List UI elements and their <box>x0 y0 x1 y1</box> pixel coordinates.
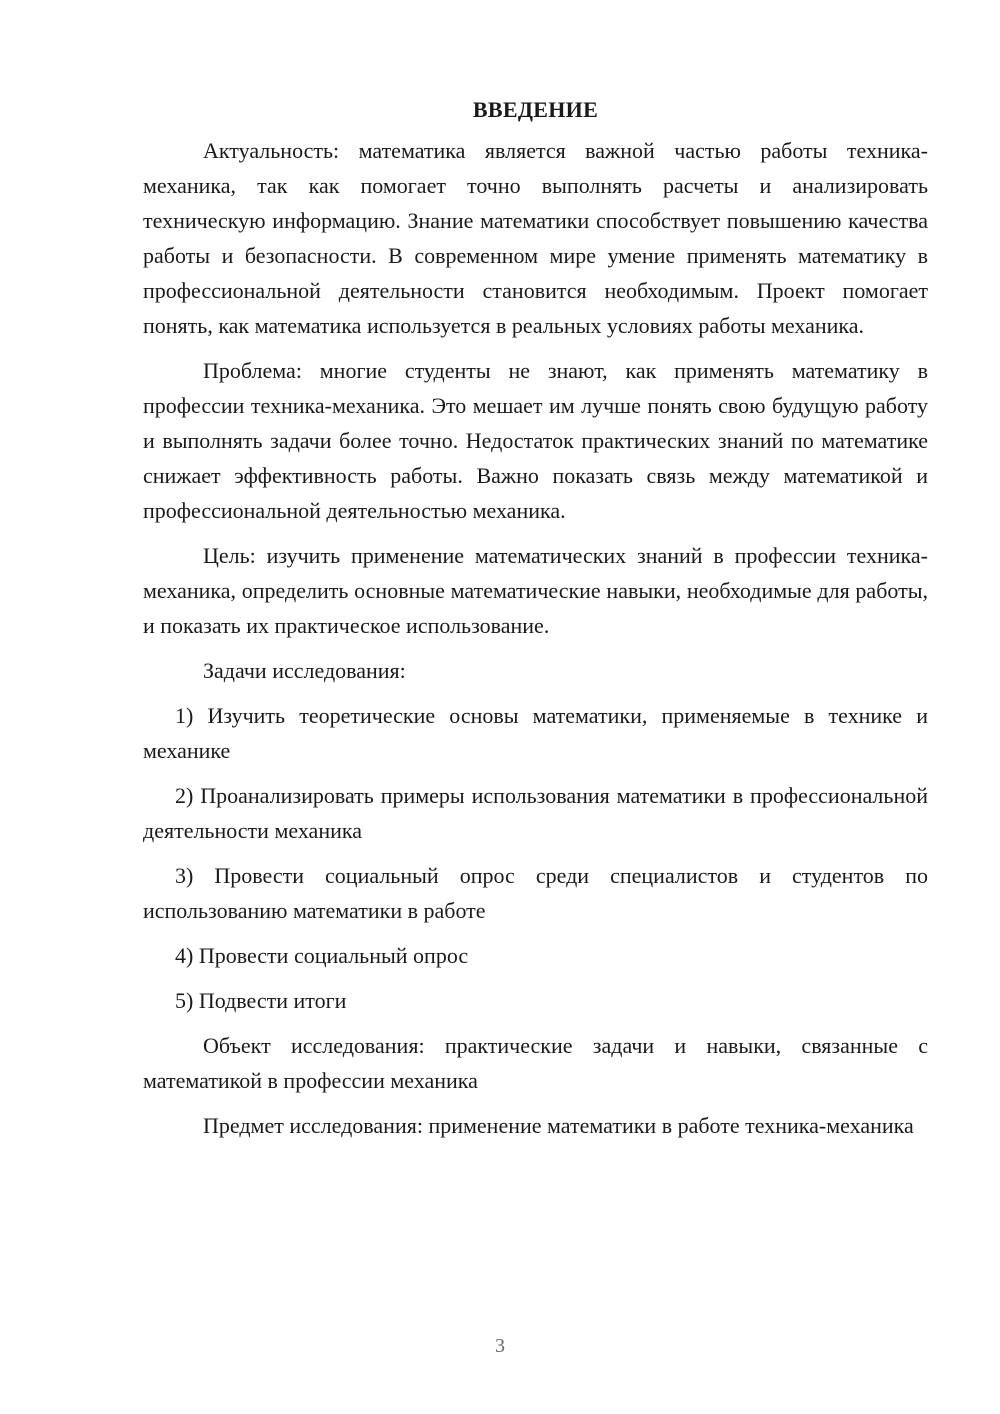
page-number: 3 <box>495 1335 505 1357</box>
tasks-title: Задачи исследования: <box>203 658 406 683</box>
subject-paragraph: Предмет исследования: применение математики в работе техника-механика <box>203 1113 914 1138</box>
task-item-1: 1) Изучить теоретические основы математики, применяемые в технике и механике <box>143 703 928 763</box>
document-page <box>143 95 928 1153</box>
section-heading: ВВЕДЕНИЕ <box>472 97 599 122</box>
goal-paragraph: Цель: изучить применение математических знаний в профессии техника-механика, определить основные математические навыки, необходимые для работы, и показать их практическое использование. <box>143 543 928 638</box>
task-item-5: 5) Подвести итоги <box>175 988 347 1013</box>
relevance-paragraph: Актуальность: математика является важной частью работы техника-механика, так как помогает точно выполнять расчеты и анализировать техническую информацию. Знание математики способствует повышению качества работы и безопасности. В современном мире умение применять математику в профессиональной деятельности становится необходимым. Проект помогает понять, как математика используется в реальных условиях работы механика. <box>143 138 928 338</box>
object-paragraph: Объект исследования: практические задачи и навыки, связанные с математикой в профессии механика <box>143 1033 928 1093</box>
task-item-4: 4) Провести социальный опрос <box>175 943 469 968</box>
task-item-2: 2) Проанализировать примеры использования математики в профессиональной деятельности механика <box>143 783 928 843</box>
task-item-3: 3) Провести социальный опрос среди специалистов и студентов по использованию математики в работе <box>143 863 928 923</box>
problem-paragraph: Проблема: многие студенты не знают, как применять математику в профессии техника-механика. Это мешает им лучше понять свою будущую работу и выполнять задачи более точно. Недостаток практических знаний по математике снижает эффективность работы. Важно показать связь между математикой и профессиональной деятельностью механика. <box>143 358 928 523</box>
